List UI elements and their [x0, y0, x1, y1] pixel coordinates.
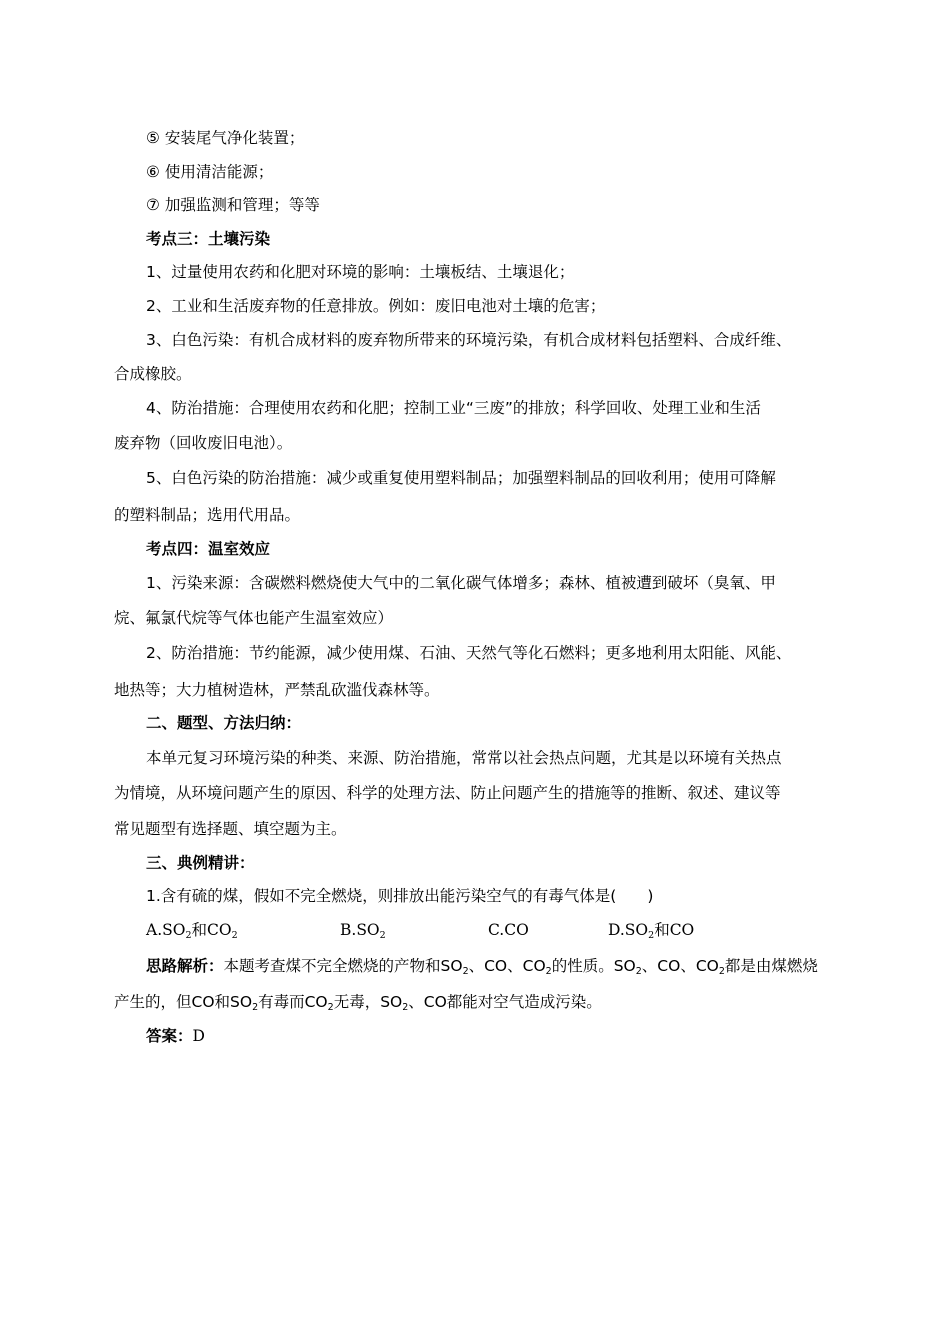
analysis-label: 思路解析：: [146, 957, 224, 975]
analysis-line: 思路解析：本题考查煤不完全燃烧的产物和$SO_2$、CO、$CO_2$的性质。$SO_2$、CO、$CO_2$都是由煤燃烧: [146, 957, 818, 977]
text-line: 1、过量使用农药和化肥对环境的影响：土壤板结、土壤退化；: [146, 263, 575, 281]
text-line: 合成橡胶。: [114, 365, 192, 383]
option-b: $B.SO_2$: [340, 921, 386, 941]
section-heading: 二、题型、方法归纳：: [146, 714, 302, 732]
text-line: 的塑料制品；选用代用品。: [114, 506, 301, 524]
text-line: 地热等；大力植树造林，严禁乱砍滥伐森林等。: [114, 681, 440, 699]
text-line: 本单元复习环境污染的种类、来源、防治措施，常常以社会热点问题，尤其是以环境有关热点: [146, 749, 782, 767]
option-d: $D.SO_2$和CO: [608, 921, 695, 941]
text-line: 废弃物（回收废旧电池）。: [114, 434, 293, 452]
text-line: 5、白色污染的防治措施：减少或重复使用塑料制品；加强塑料制品的回收利用；使用可降解: [146, 469, 776, 487]
text-line: 2、工业和生活废弃物的任意排放。例如：废旧电池对土壤的危害；: [146, 297, 606, 315]
section-heading: 考点四：温室效应: [146, 540, 271, 558]
text-line: 3、白色污染：有机合成材料的废弃物所带来的环境污染，有机合成材料包括塑料、合成纤维、: [146, 331, 792, 349]
text-line: 常见题型有选择题、填空题为主。: [114, 820, 347, 838]
option-a: $A.SO_2$和$CO_2$: [146, 921, 238, 941]
text-line: 烷、氟氯代烷等气体也能产生温室效应）: [114, 609, 394, 627]
option-c: C.CO: [488, 921, 529, 939]
text-line: ⑥ 使用清洁能源；: [146, 163, 274, 181]
section-heading: 考点三：土壤污染: [146, 230, 271, 248]
section-heading: 三、典例精讲：: [146, 854, 255, 872]
answer-options: [146, 920, 726, 942]
text-line: 4、防治措施：合理使用农药和化肥；控制工业“三废”的排放；科学回收、处理工业和生活: [146, 399, 761, 417]
text-line: 1、污染来源：含碳燃料燃烧使大气中的二氧化碳气体增多；森林、植被遭到破坏（臭氧、甲: [146, 574, 776, 592]
text-line: ⑦ 加强监测和管理；等等: [146, 196, 320, 214]
question-text: 1.含有硫的煤，假如不完全燃烧，则排放出能污染空气的有毒气体是( ): [146, 887, 654, 905]
answer-value: D: [192, 1027, 205, 1045]
text-line: 为情境，从环境问题产生的原因、科学的处理方法、防止问题产生的措施等的推断、叙述、建议等: [114, 784, 781, 802]
answer-line: [146, 1026, 205, 1046]
text-line: ⑤ 安装尾气净化装置；: [146, 129, 305, 147]
text-line: 2、防治措施：节约能源，减少使用煤、石油、天然气等化石燃料；更多地利用太阳能、风能、: [146, 644, 792, 662]
answer-label: 答案：: [146, 1027, 193, 1045]
analysis-line: 产生的，但CO和$SO_2$有毒而$CO_2$无毒，$SO_2$、CO都能对空气造成污染。: [114, 993, 602, 1013]
